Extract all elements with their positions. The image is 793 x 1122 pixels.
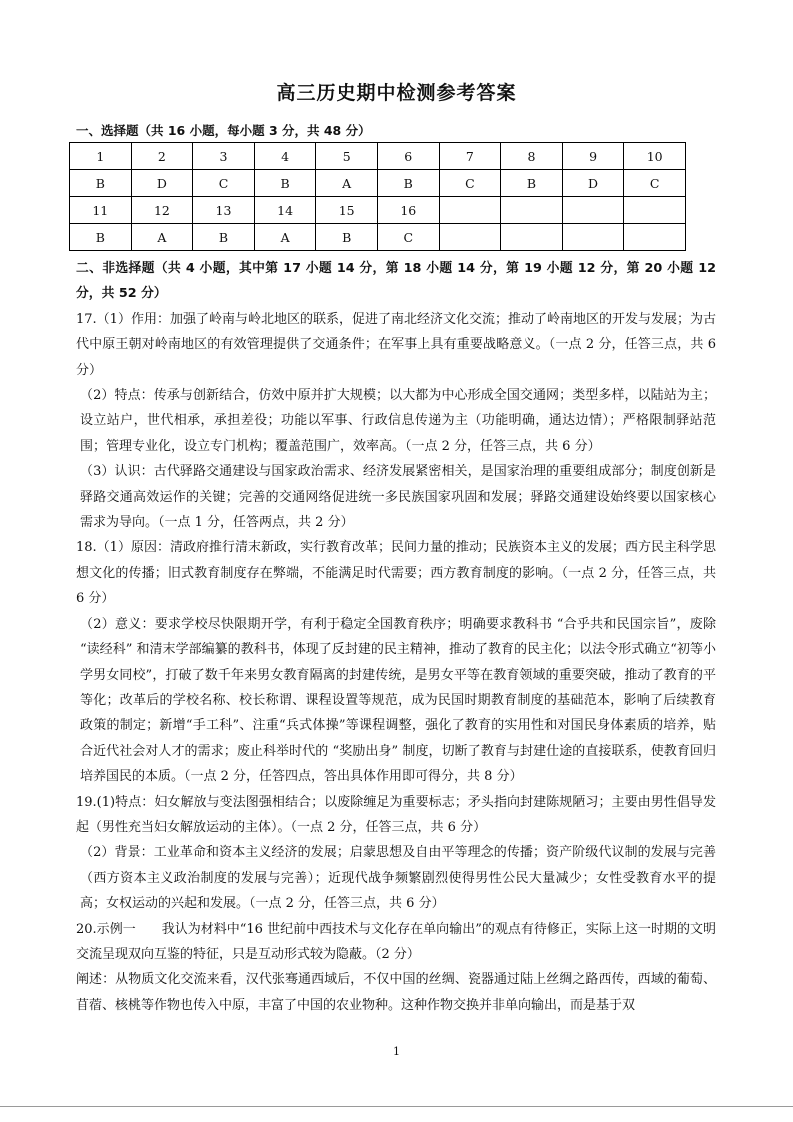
table-cell: B — [377, 170, 439, 197]
table-cell: 9 — [562, 143, 624, 170]
table-cell — [439, 197, 501, 224]
table-cell — [501, 197, 563, 224]
table-cell — [624, 224, 686, 251]
table-cell: C — [193, 170, 255, 197]
table-cell: A — [316, 170, 378, 197]
table-row — [70, 197, 686, 224]
table-cell: C — [377, 224, 439, 251]
answer-20-example: 20.示例一 我认为材料中“16 世纪前中西技术与文化存在单向输出”的观点有待修正，实际上这一时期的文明交流呈现双向互鉴的特征，只是互动形式较为隐蔽。（2 分） — [76, 921, 716, 962]
table-row — [70, 170, 686, 197]
table-cell: 8 — [501, 143, 563, 170]
answer-17-2: （2）特点：传承与创新结合，仿效中原并扩大规模；以大都为中心形成全国交通网；类型多样，以陆站为主；设立站户，世代相承，承担差役；功能以军事、行政信息传递为主（功能明确，通达边情）；严格限制驿站范围；管理专业化，设立专门机构；覆盖范围广，效率高。（一点 2 分，任答三点，共 6 分） — [80, 388, 716, 454]
answer-content — [76, 256, 716, 1018]
table-cell: D — [562, 170, 624, 197]
table-cell — [562, 224, 624, 251]
table-cell: D — [131, 170, 193, 197]
table-cell: 15 — [316, 197, 378, 224]
page-title: 高三历史期中检测参考答案 — [276, 82, 517, 104]
table-cell: 12 — [131, 197, 193, 224]
table-cell: 13 — [193, 197, 255, 224]
table-cell: B — [254, 170, 316, 197]
table-cell — [501, 224, 563, 251]
section2-heading: 二、非选择题（共 4 小题，其中第 17 小题 14 分，第 18 小题 14 分，第 19 小题 12 分，第 20 小题 12 分，共 52 分） — [76, 261, 716, 302]
table-cell — [439, 224, 501, 251]
table-cell: C — [439, 170, 501, 197]
table-cell: 14 — [254, 197, 316, 224]
answer-18-1: 18.（1）原因：清政府推行清末新政，实行教育改革；民间力量的推动；民族资本主义的发展；西方民主科学思想文化的传播；旧式教育制度存在弊端，不能满足时代需要；西方教育制度的影响。（一点 2 分，任答三点，共 6 分） — [76, 540, 716, 607]
table-cell: 16 — [377, 197, 439, 224]
table-cell: 6 — [377, 143, 439, 170]
answer-17-3: （3）认识：古代驿路交通建设与国家政治需求、经济发展紧密相关，是国家治理的重要组成部分；制度创新是驿路交通高效运作的关键；完善的交通网络促进统一多民族国家巩固和发展；驿路交通建设始终要以国家核心需求为导向。（一点 1 分，任答两点，共 2 分） — [80, 464, 716, 531]
answer-19-2: （2）背景：工业革命和资本主义经济的发展；启蒙思想及自由平等理念的传播；资产阶级代议制的发展与完善（西方资本主义政治制度的发展与完善）；近现代战争频繁剧烈使得男性公民大量减少；女性受教育水平的提高；女权运动的兴起和发展。（一点 2 分，任答三点，共 6 分） — [80, 845, 716, 912]
page-number: 1 — [393, 1045, 400, 1058]
table-cell — [624, 197, 686, 224]
table-cell: C — [624, 170, 686, 197]
table-cell: B — [316, 224, 378, 251]
table-cell: B — [501, 170, 563, 197]
table-cell: 3 — [193, 143, 255, 170]
table-cell — [562, 197, 624, 224]
table-cell: 11 — [70, 197, 132, 224]
table-cell: 2 — [131, 143, 193, 170]
table-cell: B — [193, 224, 255, 251]
table-cell: 1 — [70, 143, 132, 170]
table-cell: 4 — [254, 143, 316, 170]
answer-table — [69, 142, 686, 251]
table-row — [70, 143, 686, 170]
table-cell: 10 — [624, 143, 686, 170]
section1-heading: 一、选择题（共 16 小题，每小题 3 分，共 48 分） — [76, 123, 371, 138]
table-row — [70, 224, 686, 251]
answer-19-1: 19.(1)特点：妇女解放与变法图强相结合；以废除缠足为重要标志；矛头指向封建陈规陋习；主要由男性倡导发起（男性充当妇女解放运动的主体）。（一点 2 分，任答三点，共 6 分） — [76, 794, 716, 835]
table-cell: A — [254, 224, 316, 251]
table-cell: B — [70, 170, 132, 197]
answer-20-elaboration: 阐述：从物质文化交流来看，汉代张骞通西域后，不仅中国的丝绸、瓷器通过陆上丝绸之路西传，西域的葡萄、苜蓿、核桃等作物也传入中原，丰富了中国的农业物种。这种作物交换并非单向输出，而是基于双 — [76, 972, 716, 1013]
answer-17-1: 17.（1）作用：加强了岭南与岭北地区的联系，促进了南北经济文化交流；推动了岭南地区的开发与发展；为古代中原王朝对岭南地区的有效管理提供了交通条件；在军事上具有重要战略意义。（一点 2 分，任答三点，共 6 分） — [76, 311, 716, 378]
answer-18-2: （2）意义：要求学校尽快限期开学，有利于稳定全国教育秩序；明确要求教科书 “合乎共和民国宗旨”，废除 “读经科” 和清末学部编纂的教科书，体现了反封建的民主精神，推动了教育的民主化；以法令形式确立“初等小学男女同校”，打破了数千年来男女教育隔离的封建传统，是男女平等在教育领域的重要突破，推动了教育的平等化；改革后的学校名称、校长称谓、课程设置等规范，成为民国时期教育制度的基础范本，影响了后续教育政策的制定；新增“手工科”、注重“兵式体操”等课程调整，强化了教育的实用性和对国民身体素质的培养，贴合近代社会对人才的需求；废止科举时代的 “奖励出身” 制度，切断了教育与封建仕途的直接联系，使教育回归培养国民的本质。（一点 2 分，任答四点，答出具体作用即可得分，共 8 分） — [80, 616, 716, 785]
table-cell: 7 — [439, 143, 501, 170]
page-divider — [0, 1106, 793, 1107]
table-cell: 5 — [316, 143, 378, 170]
table-cell: B — [70, 224, 132, 251]
table-cell: A — [131, 224, 193, 251]
